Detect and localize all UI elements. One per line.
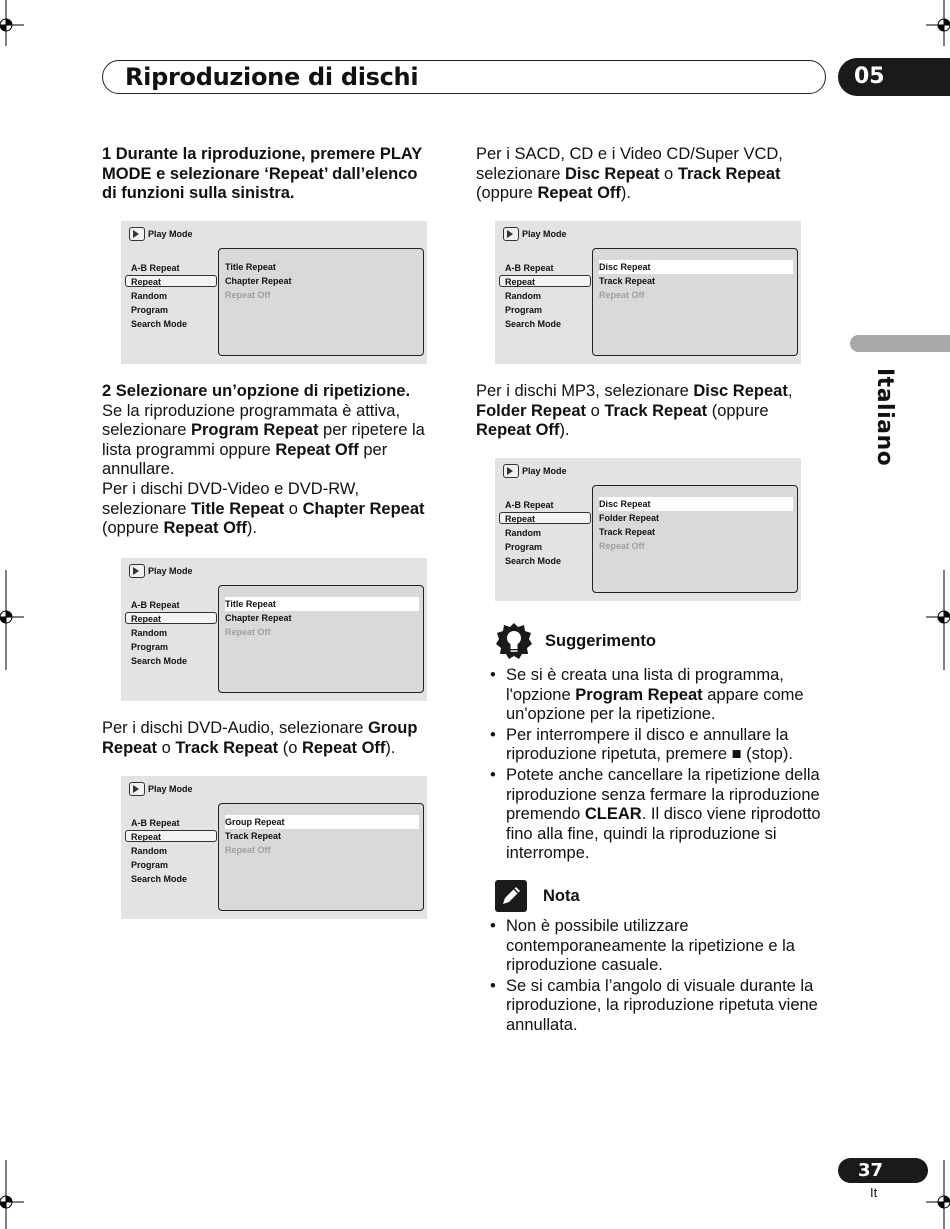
tip-list bbox=[488, 666, 823, 865]
tip-item: • Per interrompere il disco e annullare la riproduzione ripetuta, premere ■ (stop). bbox=[488, 726, 823, 765]
play-mode-icon bbox=[129, 227, 145, 241]
option-chapter-repeat[interactable]: Chapter Repeat bbox=[225, 276, 292, 286]
menu-item-search-mode[interactable]: Search Mode bbox=[131, 319, 188, 329]
side-tab-language: Italiano bbox=[872, 368, 897, 467]
chapter-number: 05 bbox=[854, 64, 885, 89]
step-2-text bbox=[102, 402, 447, 480]
options-panel bbox=[592, 248, 798, 356]
option-disc-repeat[interactable]: Disc Repeat bbox=[599, 260, 793, 274]
language-code: It bbox=[870, 1185, 878, 1200]
tip-item bbox=[488, 666, 823, 725]
text-bold: Track Repeat bbox=[677, 164, 781, 183]
dvd-audio-text bbox=[102, 719, 447, 758]
text-span: Se la riproduzione programmata è attiva, selezionare bbox=[102, 401, 401, 440]
text-bold: Repeat Off bbox=[163, 519, 247, 538]
menu-item-random[interactable]: Random bbox=[131, 628, 167, 638]
text-span: appare come un'opzione per la ripetizione. bbox=[506, 685, 804, 724]
option-repeat-off[interactable]: Repeat Off bbox=[225, 845, 271, 855]
step-1: 1 Durante la riproduzione, premere PLAY MODE e selezionare ‘Repeat’ dall’elenco di funzioni sulla sinistra. bbox=[102, 145, 423, 203]
screen-title: Play Mode bbox=[148, 784, 193, 794]
text-span: Per i dischi DVD-Audio, selezionare bbox=[102, 719, 368, 737]
screen-repeat-menu bbox=[121, 221, 427, 364]
text-bold: CLEAR bbox=[584, 805, 642, 824]
side-tab-bar bbox=[850, 335, 950, 352]
options-panel bbox=[218, 803, 424, 911]
option-folder-repeat[interactable]: Folder Repeat bbox=[599, 513, 660, 523]
text-span: Per i dischi MP3, selezionare bbox=[476, 382, 694, 400]
function-menu bbox=[131, 816, 187, 886]
tip-item bbox=[488, 766, 823, 864]
option-track-repeat[interactable]: Track Repeat bbox=[599, 276, 656, 286]
menu-item-random[interactable]: Random bbox=[505, 528, 541, 538]
text-span: Per i dischi DVD-Video e DVD-RW, selezionare bbox=[102, 479, 360, 518]
page-title-bar bbox=[102, 60, 826, 94]
screen-dvd-audio bbox=[121, 776, 427, 919]
text-bold: Repeat Off bbox=[537, 184, 621, 203]
page-title: Riproduzione di dischi bbox=[125, 63, 419, 91]
screen-title: Play Mode bbox=[148, 566, 193, 576]
text-span: per annullare. bbox=[102, 440, 388, 479]
menu-item-ab-repeat[interactable]: A-B Repeat bbox=[131, 263, 180, 273]
options-panel bbox=[218, 248, 424, 356]
option-chapter-repeat[interactable]: Chapter Repeat bbox=[225, 613, 292, 623]
option-track-repeat[interactable]: Track Repeat bbox=[599, 527, 656, 537]
note-list bbox=[488, 917, 823, 1037]
note-item: • Se si cambia l’angolo di visuale durante la riproduzione, la riproduzione ripetuta viene annullata. bbox=[488, 977, 823, 1036]
menu-item-ab-repeat[interactable]: A-B Repeat bbox=[505, 263, 554, 273]
menu-item-program[interactable]: Program bbox=[131, 860, 169, 870]
option-repeat-off[interactable]: Repeat Off bbox=[225, 627, 271, 637]
option-group-repeat[interactable]: Group Repeat bbox=[225, 815, 419, 829]
menu-item-random[interactable]: Random bbox=[131, 291, 167, 301]
tip-title: Suggerimento bbox=[545, 632, 656, 650]
page-number: 37 bbox=[858, 1160, 884, 1181]
crop-mark-mid-right bbox=[920, 570, 950, 670]
menu-item-repeat[interactable]: Repeat bbox=[131, 614, 162, 624]
text-span: , bbox=[787, 382, 793, 400]
screen-header bbox=[129, 782, 193, 796]
menu-item-repeat[interactable]: Repeat bbox=[505, 277, 536, 287]
text-span: ). bbox=[246, 519, 257, 538]
text-span: (oppure bbox=[707, 401, 769, 420]
crop-mark-bottom-left bbox=[0, 1160, 30, 1229]
text-bold: Disc Repeat bbox=[693, 382, 788, 400]
text-bold: Group Repeat bbox=[102, 719, 418, 757]
menu-item-ab-repeat[interactable]: A-B Repeat bbox=[505, 500, 554, 510]
text-span: . Il disco viene riprodotto fino alla fine, quindi la riproduzione si interrompe. bbox=[506, 805, 821, 863]
menu-item-program[interactable]: Program bbox=[505, 542, 543, 552]
menu-item-repeat[interactable]: Repeat bbox=[131, 277, 162, 287]
text-bold: Title Repeat bbox=[190, 499, 285, 518]
play-mode-icon bbox=[129, 782, 145, 796]
text-span: ). bbox=[559, 421, 570, 440]
option-disc-repeat[interactable]: Disc Repeat bbox=[599, 497, 793, 511]
options-panel bbox=[218, 585, 424, 693]
screen-sacd-cd bbox=[495, 221, 801, 364]
menu-item-repeat[interactable]: Repeat bbox=[505, 514, 536, 524]
text-bold: Program Repeat bbox=[190, 421, 319, 440]
text-span: o bbox=[284, 499, 303, 518]
crop-mark-top-left bbox=[0, 0, 30, 50]
menu-item-program[interactable]: Program bbox=[505, 305, 543, 315]
screen-title: Play Mode bbox=[522, 229, 567, 239]
text-bold: Disc Repeat bbox=[564, 164, 660, 183]
menu-item-ab-repeat[interactable]: A-B Repeat bbox=[131, 818, 180, 828]
menu-item-program[interactable]: Program bbox=[131, 642, 169, 652]
sacd-text bbox=[476, 145, 806, 204]
page-number-badge bbox=[838, 1158, 928, 1183]
note-title: Nota bbox=[543, 887, 580, 905]
function-menu bbox=[131, 598, 187, 668]
text-span: ). bbox=[620, 184, 631, 203]
screen-header bbox=[129, 227, 193, 241]
text-bold: Program Repeat bbox=[575, 685, 703, 704]
option-repeat-off[interactable]: Repeat Off bbox=[599, 541, 645, 551]
function-menu bbox=[505, 261, 561, 331]
screen-header bbox=[503, 464, 567, 478]
menu-item-repeat[interactable]: Repeat bbox=[131, 832, 162, 842]
menu-item-program[interactable]: Program bbox=[131, 305, 169, 315]
screen-title: Play Mode bbox=[522, 466, 567, 476]
text-bold: Repeat Off bbox=[275, 440, 359, 459]
lightbulb-icon bbox=[495, 622, 533, 660]
function-menu bbox=[505, 498, 561, 568]
screen-dvd-video bbox=[121, 558, 427, 701]
text-span: (oppure bbox=[102, 519, 164, 538]
text-span: Per i SACD, CD e i Video CD/Super VCD, selezionare bbox=[476, 145, 783, 183]
dvd-video-text bbox=[102, 480, 447, 539]
crop-mark-mid-left bbox=[0, 570, 30, 670]
option-track-repeat[interactable]: Track Repeat bbox=[225, 831, 282, 841]
crop-mark-top-right bbox=[920, 0, 950, 50]
text-bold: Repeat Off bbox=[476, 421, 560, 440]
options-panel bbox=[592, 485, 798, 593]
step-2-heading: 2 Selezionare un’opzione di ripetizione. bbox=[102, 382, 411, 400]
option-repeat-off[interactable]: Repeat Off bbox=[225, 290, 271, 300]
menu-item-search-mode[interactable]: Search Mode bbox=[505, 319, 562, 329]
text-span: o bbox=[586, 401, 605, 420]
option-repeat-off[interactable]: Repeat Off bbox=[599, 290, 645, 300]
text-span: (o bbox=[278, 738, 302, 757]
text-span: Potete anche cancellare la ripetizione della riproduzione senza fermare la riproduzione premendo bbox=[506, 765, 820, 824]
pencil-note-icon bbox=[495, 880, 527, 912]
text-span: (oppure bbox=[476, 184, 538, 203]
screen-title: Play Mode bbox=[148, 229, 193, 239]
text-bold: Folder Repeat bbox=[476, 401, 587, 420]
text-span: Se si è creata una lista di programma, l'opzione bbox=[506, 666, 784, 704]
text-span: per ripetere la lista programmi oppure bbox=[102, 421, 425, 459]
step-2 bbox=[102, 382, 447, 539]
menu-item-random[interactable]: Random bbox=[505, 291, 541, 301]
note-item: • Non è possibile utilizzare contemporaneamente la ripetizione e la riproduzione casuale. bbox=[488, 917, 823, 976]
screen-header bbox=[129, 564, 193, 578]
screen-header bbox=[503, 227, 567, 241]
menu-item-ab-repeat[interactable]: A-B Repeat bbox=[131, 600, 180, 610]
text-bold: Track Repeat bbox=[175, 738, 279, 757]
text-bold: Repeat Off bbox=[301, 738, 386, 757]
text-span: ). bbox=[385, 738, 396, 757]
menu-item-search-mode[interactable]: Search Mode bbox=[131, 656, 188, 666]
play-mode-icon bbox=[129, 564, 145, 578]
option-title-repeat[interactable]: Title Repeat bbox=[225, 262, 276, 272]
chapter-badge bbox=[838, 58, 950, 96]
text-bold: Track Repeat bbox=[604, 401, 708, 420]
mp3-text bbox=[476, 382, 811, 441]
text-span: o bbox=[157, 738, 176, 757]
option-title-repeat[interactable]: Title Repeat bbox=[225, 597, 419, 611]
screen-mp3 bbox=[495, 458, 801, 601]
menu-item-search-mode[interactable]: Search Mode bbox=[131, 874, 188, 884]
play-mode-icon bbox=[503, 464, 519, 478]
menu-item-random[interactable]: Random bbox=[131, 846, 167, 856]
play-mode-icon bbox=[503, 227, 519, 241]
text-bold: Chapter Repeat bbox=[302, 499, 425, 518]
function-menu bbox=[131, 261, 187, 331]
menu-item-search-mode[interactable]: Search Mode bbox=[505, 556, 562, 566]
text-span: o bbox=[659, 164, 678, 183]
